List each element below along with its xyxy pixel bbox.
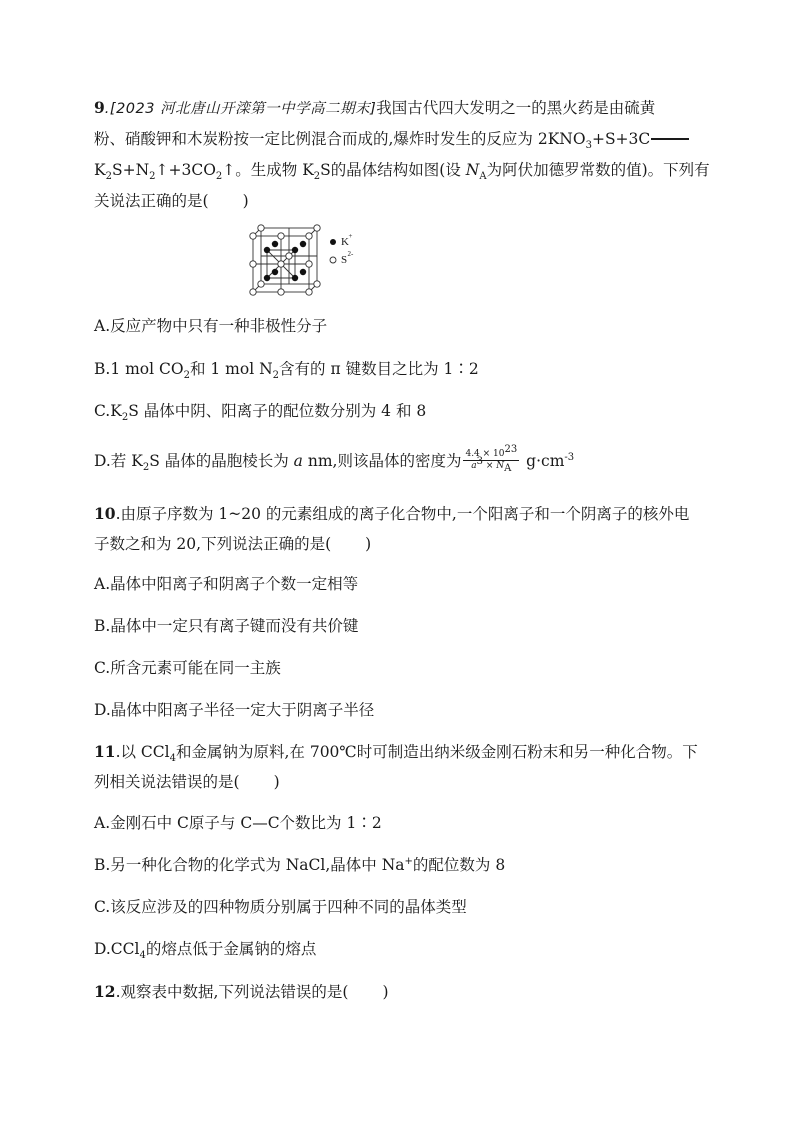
q9-line2: 粉、硝酸钾和木炭粉按一定比例混合而成的,爆炸时发生的反应为 $2KNO_3+S+3C$ bbox=[94, 128, 690, 150]
q9-source: .[2023 河北唐山开滦第一中学高二期末] bbox=[104, 101, 377, 117]
k-ion-dot bbox=[292, 247, 298, 253]
q10-option-b: B.晶体中一定只有离子键而没有共价键 bbox=[94, 617, 359, 635]
q11-option-d: D.CCl$_4$的熔点低于金属钠的熔点 bbox=[94, 940, 317, 962]
q10-option-a: A.晶体中阳离子和阴离子个数一定相等 bbox=[94, 575, 359, 593]
q9-option-a: A.反应产物中只有一种非极性分子 bbox=[94, 317, 328, 335]
q11-option-c: C.该反应涉及的四种物质分别属于四种不同的晶体类型 bbox=[94, 898, 467, 916]
legend-s-label: S bbox=[341, 254, 348, 266]
q9-line1: 9.[2023 河北唐山开滦第一中学高二期末]我国古代四大发明之一的黑火药是由硫黄 bbox=[94, 98, 656, 117]
q11-option-b: B.另一种化合物的化学式为 NaCl,晶体中 Na+的配位数为 8 bbox=[94, 855, 506, 874]
equals-arrow bbox=[651, 138, 689, 140]
q10-line2: 子数之和为 20,下列说法正确的是( ) bbox=[94, 535, 372, 553]
k-ion-dot bbox=[272, 241, 278, 247]
s-ion-circle bbox=[250, 261, 256, 267]
s-ion-circle bbox=[306, 261, 312, 267]
density-fraction: $\frac{4.4 \times 10^{23}}{a^3 \times N_A}$ bbox=[465, 443, 518, 474]
s-ion-circle bbox=[258, 225, 264, 231]
k-ion-dot bbox=[264, 247, 270, 253]
k-ion-dot bbox=[300, 269, 306, 275]
q11-option-a: A.金刚石中 C原子与 C—C个数比为 1∶2 bbox=[94, 814, 382, 832]
crystal-lattice-diagram bbox=[249, 224, 389, 296]
k-ion-dot bbox=[272, 269, 278, 275]
q12-line1: 12.观察表中数据,下列说法错误的是( ) bbox=[94, 982, 389, 1001]
q10-option-c: C.所含元素可能在同一主族 bbox=[94, 659, 281, 677]
s-ion-circle bbox=[278, 261, 284, 267]
k-ion-dot bbox=[264, 275, 270, 281]
q10-number: 10 bbox=[94, 504, 116, 523]
legend-k-label: K bbox=[341, 236, 349, 248]
k-ion-dot bbox=[292, 275, 298, 281]
k2s-crystal-structure-figure bbox=[249, 224, 389, 296]
s-ion-circle bbox=[314, 225, 320, 231]
q9-line3: $K_2S+N_2↑+3CO_2↑$。生成物 $K_2S$的晶体结构如图(设 $N_A$为阿伏加德罗常数的值)。下列有 bbox=[94, 161, 710, 183]
legend-k-charge: + bbox=[348, 232, 353, 240]
q10-line1: 10.由原子序数为 1~20 的元素组成的离子化合物中,一个阳离子和一个阴离子的核外电 bbox=[94, 504, 690, 523]
q11-number: 11 bbox=[94, 742, 116, 761]
q9-option-c: $C.K_2S$ 晶体中阴、阳离子的配位数分别为 4 和 8 bbox=[94, 402, 427, 424]
s-ion-circle bbox=[278, 289, 284, 295]
s-ion-circle bbox=[250, 289, 256, 295]
legend-s-charge: 2- bbox=[347, 250, 354, 258]
k-ion-dot bbox=[300, 241, 306, 247]
q9-option-b: B.1 mol $CO_2$和 1 mol $N_2$含有的 π 键数目之比为 1∶2 bbox=[94, 360, 479, 382]
s-ion-circle bbox=[258, 281, 264, 287]
s-ion-circle bbox=[250, 233, 256, 239]
q11-line1: 11.以 CCl$_4$和金属钠为原料,在 700℃时可制造出纳米级金刚石粉末和另一种化合物。下 bbox=[94, 742, 698, 765]
s-ion-circle bbox=[286, 253, 292, 259]
s-ion-circle bbox=[306, 289, 312, 295]
q9-line4: 关说法正确的是( ) bbox=[94, 192, 249, 210]
q11-line2: 列相关说法错误的是( ) bbox=[94, 773, 280, 791]
s-ion-circle bbox=[314, 281, 320, 287]
q9-option-d: D.若 $K_2S$ 晶体的晶胞棱长为 a nm,则该晶体的密度为 $\frac{4.4 \times 10^{23}}{a^3 \times N_A}$ $g\cdot cm^{-3}$ bbox=[94, 443, 575, 474]
legend-k-dot bbox=[330, 239, 336, 245]
s-ion-circle bbox=[278, 233, 284, 239]
legend-s-circle bbox=[330, 257, 336, 263]
s-ion-circle bbox=[306, 233, 312, 239]
q12-number: 12 bbox=[94, 982, 116, 1001]
q10-option-d: D.晶体中阳离子半径一定大于阴离子半径 bbox=[94, 701, 375, 719]
q9-number: 9 bbox=[94, 98, 105, 117]
